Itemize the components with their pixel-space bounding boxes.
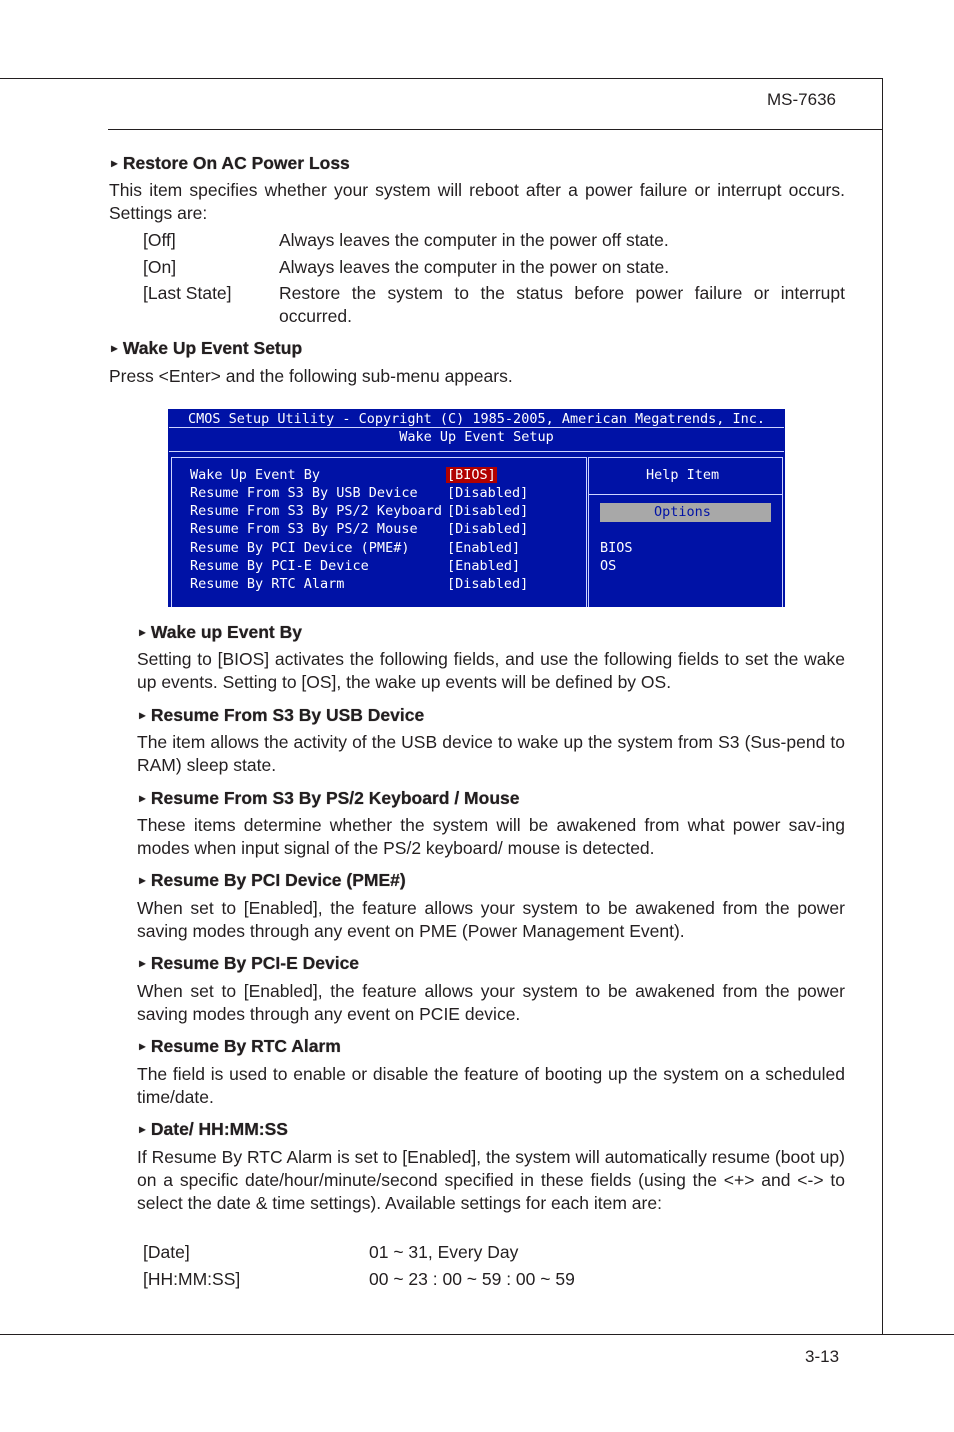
section-title-wake-up-setup: ► Wake Up Event Setup <box>109 338 303 358</box>
bios-help-option: OS <box>600 558 617 574</box>
bios-screenshot <box>168 409 785 607</box>
subsection-title-pcie: ► Resume By PCI-E Device <box>137 953 360 973</box>
option-key-last-state: [Last State] <box>143 283 232 303</box>
bios-item-label[interactable]: Resume By RTC Alarm <box>190 576 345 592</box>
section-title-restore-ac: ► Restore On AC Power Loss <box>109 153 350 173</box>
subsection-body-wake-up-event-by: Setting to [BIOS] activates the following fields, and use the following fields to set the wake up events. Setting to [OS], the wake up events will be defined by OS. <box>137 649 845 692</box>
option-key-on: [On] <box>143 257 177 277</box>
bios-item-value[interactable]: [Enabled] <box>447 558 521 574</box>
option-key-time: [HH:MM:SS] <box>143 1269 241 1289</box>
bullet-triangle-icon: ► <box>137 1041 148 1053</box>
bullet-triangle-icon: ► <box>109 343 120 355</box>
bios-item-value[interactable]: [Disabled] <box>447 485 529 501</box>
subsection-body-ps2: These items determine whether the system will be awakened from what power sav-ing modes when input signal of the PS/2 keyboard/ mouse is detected. <box>137 815 845 858</box>
bios-item-label[interactable]: Resume By PCI Device (PME#) <box>190 540 410 556</box>
right-margin-rule <box>882 78 883 1335</box>
bios-item-value-selected[interactable]: [BIOS] <box>447 467 496 483</box>
bullet-triangle-icon: ► <box>137 958 148 970</box>
option-key-date: [Date] <box>143 1242 190 1262</box>
bios-subtitle-divider <box>169 451 784 452</box>
bios-item-value[interactable]: [Disabled] <box>447 503 529 519</box>
bios-item-label[interactable]: Wake Up Event By <box>190 467 321 483</box>
subsection-body-pcie: When set to [Enabled], the feature allows your system to be awakened from the power saving modes through any event on PCIE device. <box>137 981 845 1024</box>
bios-title: CMOS Setup Utility - Copyright (C) 1985-2005, American Megatrends, Inc. <box>187 411 766 427</box>
model-number: MS-7636 <box>767 90 836 109</box>
option-desc-on: Always leaves the computer in the power on state. <box>279 257 670 277</box>
subsection-title-ps2: ► Resume From S3 By PS/2 Keyboard / Mouse <box>137 788 520 808</box>
bios-help-title: Help Item <box>646 467 720 483</box>
subsection-body-rtc: The field is used to enable or disable the feature of booting up the system on a scheduled time/date. <box>137 1064 845 1107</box>
bullet-triangle-icon: ► <box>137 875 148 887</box>
bullet-triangle-icon: ► <box>137 1124 148 1136</box>
bottom-rule <box>0 1334 954 1335</box>
subsection-body-pci: When set to [Enabled], the feature allows your system to be awakened from the power saving modes through any event on PME (Power Management Event). <box>137 898 845 941</box>
subsection-title-date: ► Date/ HH:MM:SS <box>137 1119 288 1139</box>
option-desc-date: 01 ~ 31, Every Day <box>369 1242 519 1262</box>
section-body-restore-ac: This item specifies whether your system will reboot after a power failure or interrupt occurs. Settings are: <box>109 180 845 223</box>
bullet-triangle-icon: ► <box>137 793 148 805</box>
option-desc-time: 00 ~ 23 : 00 ~ 59 : 00 ~ 59 <box>369 1269 575 1289</box>
option-desc-last-state: Restore the system to the status before power failure or interrupt occurred. <box>279 283 845 326</box>
bios-item-label[interactable]: Resume From S3 By PS/2 Mouse <box>190 521 418 537</box>
bios-options-label: Options <box>654 504 711 520</box>
subsection-title-usb: ► Resume From S3 By USB Device <box>137 705 425 725</box>
bullet-triangle-icon: ► <box>137 627 148 639</box>
option-key-off: [Off] <box>143 230 176 250</box>
bios-item-label[interactable]: Resume From S3 By PS/2 Keyboard <box>190 503 442 519</box>
bios-subtitle: Wake Up Event Setup <box>399 429 554 445</box>
bios-item-label[interactable]: Resume By PCI-E Device <box>190 558 369 574</box>
bullet-triangle-icon: ► <box>137 710 148 722</box>
bios-item-value[interactable]: [Disabled] <box>447 576 529 592</box>
subsection-body-usb: The item allows the activity of the USB device to wake up the system from S3 (Sus-pend to RAM) sleep state. <box>137 732 845 775</box>
section-body-wake-up-setup: Press <Enter> and the following sub-menu appears. <box>109 366 513 386</box>
page-number: 3-13 <box>805 1347 840 1366</box>
header-underline <box>108 129 883 130</box>
bios-item-value[interactable]: [Disabled] <box>447 521 529 537</box>
top-rule <box>0 78 883 79</box>
subsection-title-rtc: ► Resume By RTC Alarm <box>137 1036 341 1056</box>
subsection-title-pci: ► Resume By PCI Device (PME#) <box>137 870 406 890</box>
subsection-title-wake-up-event-by: ► Wake up Event By <box>137 622 302 642</box>
option-desc-off: Always leaves the computer in the power off state. <box>279 230 669 250</box>
bios-help-option: BIOS <box>600 540 633 556</box>
bullet-triangle-icon: ► <box>109 158 120 170</box>
bios-title-divider <box>169 427 784 428</box>
bios-help-divider <box>589 494 782 495</box>
bios-item-label[interactable]: Resume From S3 By USB Device <box>190 485 418 501</box>
bios-item-value[interactable]: [Enabled] <box>447 540 521 556</box>
subsection-body-date: If Resume By RTC Alarm is set to [Enabled], the system will automatically resume (boot up) on a specific date/hour/minute/second specified in these fields (using the <+> and <-> to select the date & time settings). Available settings for each item are: <box>137 1147 845 1213</box>
